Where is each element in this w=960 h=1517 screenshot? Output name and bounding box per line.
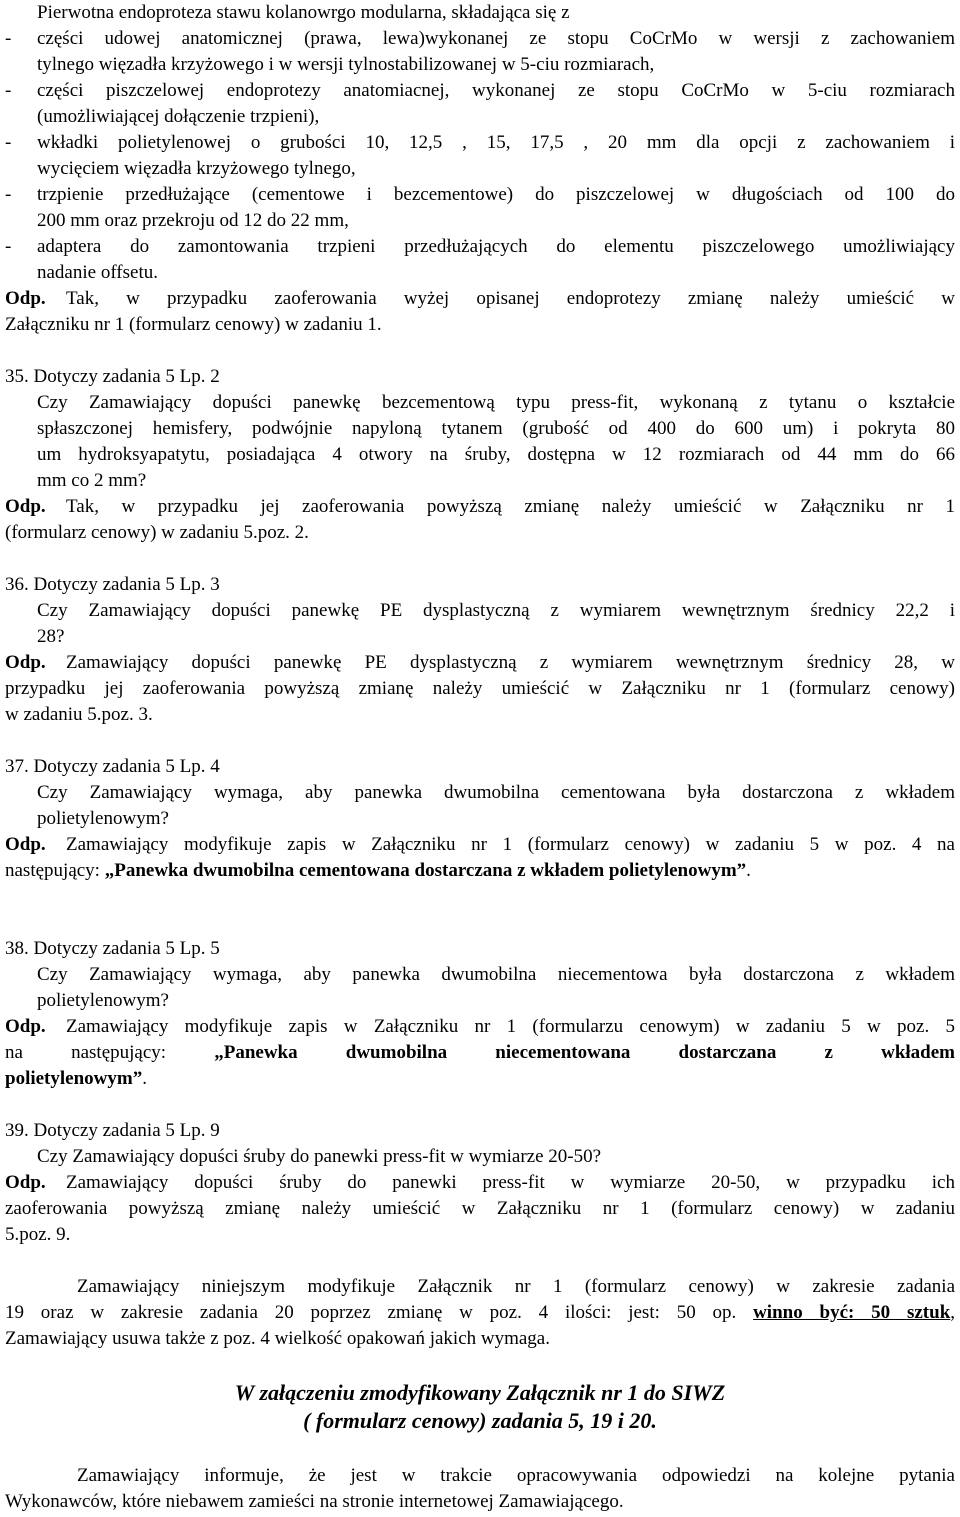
- question-38-text-line-1: Czy Zamawiający wymaga, aby panewka dwumobilna niecementowa była dostarczona z wkładem: [37, 964, 955, 985]
- question-39-answer-line-1: Zamawiający dopuści śruby do panewki press-fit w wymiarze 20-50, w przypadku ich: [66, 1172, 955, 1193]
- attachment-title-line-1: W załączeniu zmodyfikowany Załącznik nr 1 do SIWZ: [234, 1380, 726, 1405]
- intro-item-1-line-1: części udowej anatomicznej (prawa, lewa)wykonanej ze stopu CoCrMo w wersji z zachowaniem: [37, 28, 955, 49]
- bullet-dash: -: [5, 236, 12, 257]
- question-36-text-line-1: Czy Zamawiający dopuści panewkę PE dysplastyczną z wymiarem wewnętrznym średnicy 22,2 i: [37, 600, 955, 621]
- closing-line-1: Zamawiający informuje, że jest w trakcie opracowywania odpowiedzi na kolejne pytania: [77, 1465, 955, 1486]
- question-36-heading: 36. Dotyczy zadania 5 Lp. 3: [5, 574, 220, 595]
- intro-item-2-line-1: części piszczelowej endoprotezy anatomiacnej, wykonanej ze stopu CoCrMo w 5-ciu rozmiarach: [37, 80, 955, 101]
- question-39-answer-line-3: 5.poz. 9.: [5, 1224, 71, 1245]
- bullet-dash: -: [5, 132, 12, 153]
- answer-label: Odp.: [5, 1016, 46, 1037]
- question-36-answer-line-1: Zamawiający dopuści panewkę PE dysplastyczną z wymiarem wewnętrznym średnicy 28, w: [66, 652, 955, 673]
- question-35-text-line-1: Czy Zamawiający dopuści panewkę bezcementową typu press-fit, wykonaną z tytanu o kształcie: [37, 392, 955, 413]
- question-35-answer-line-1: Tak, w przypadku jej zaoferowania powyższą zmianę należy umieścić w Załączniku nr 1: [66, 496, 955, 517]
- question-36-answer-line-2: przypadku jej zaoferowania powyższą zmianę należy umieścić w Załączniku nr 1 (formularz cenowy): [5, 678, 955, 699]
- answer-label: Odp.: [5, 652, 46, 673]
- intro-answer-line-2: Załączniku nr 1 (formularz cenowy) w zadaniu 1.: [5, 314, 382, 335]
- closing-line-2: Wykonawców, które niebawem zamieści na stronie internetowej Zamawiającego.: [5, 1491, 624, 1512]
- answer-label: Odp.: [5, 1172, 46, 1193]
- modification-line-2: [5, 1300, 955, 1326]
- modification-suffix: ,: [950, 1302, 956, 1323]
- attachment-title-line-2: ( formularz cenowy) zadania 5, 19 i 20.: [303, 1408, 657, 1433]
- answer-label: Odp.: [5, 496, 46, 517]
- intro-answer-line-1: Tak, w przypadku zaoferowania wyżej opisanej endoprotezy zmianę należy umieścić w: [66, 288, 955, 309]
- question-37-text-line-2: polietylenowym?: [37, 808, 169, 829]
- modified-item-text: „Panewka dwumobilna cementowana dostarczana z wkładem polietylenowym”: [104, 860, 747, 881]
- intro-item-5-line-1: adaptera do zamontowania trzpieni przedłużających do elementu piszczelowego umożliwiający: [37, 236, 955, 257]
- answer-prefix: następujący:: [5, 860, 105, 881]
- answer-label: Odp.: [5, 834, 46, 855]
- modified-item-text: „Panewka dwumobilna niecementowana dostarczana z wkładem: [214, 1042, 955, 1063]
- question-35-answer-line-2: (formularz cenowy) w zadaniu 5.poz. 2.: [5, 522, 309, 543]
- question-35-text-line-3: um hydroksyapatytu, posiadająca 4 otwory na śruby, dostępna w 12 rozmiarach od 44 mm do 66: [37, 444, 955, 465]
- answer-suffix: .: [746, 860, 751, 881]
- question-38-answer-line-1: Zamawiający modyfikuje zapis w Załączniku nr 1 (formularzu cenowym) w zadaniu 5 w poz. 5: [66, 1016, 955, 1037]
- modification-text: 19 oraz w zakresie zadania 20 poprzez zmianę w poz. 4 ilości: jest: 50 op.: [5, 1302, 754, 1323]
- intro-item-3-line-1: wkładki polietylenowej o grubości 10, 12,5 , 15, 17,5 , 20 mm dla opcji z zachowaniem i: [37, 132, 955, 153]
- answer-label: Odp.: [5, 288, 46, 309]
- question-39-answer-line-2: zaoferowania powyższą zmianę należy umieścić w Załączniku nr 1 (formularz cenowy) w zadaniu: [5, 1198, 955, 1219]
- question-38-answer-line-2: [5, 1040, 955, 1066]
- question-37-answer-line-1: Zamawiający modyfikuje zapis w Załączniku nr 1 (formularz cenowy) w zadaniu 5 w poz. 4 na: [66, 834, 955, 855]
- answer-prefix: na następujący:: [5, 1042, 215, 1063]
- question-37-heading: 37. Dotyczy zadania 5 Lp. 4: [5, 756, 220, 777]
- intro-item-4-line-2: 200 mm oraz przekroju od 12 do 22 mm,: [37, 210, 349, 231]
- intro-item-3-line-2: wycięciem więzadła krzyżowego tylnego,: [37, 158, 356, 179]
- modification-emphasis: winno być: 50 sztuk: [753, 1302, 951, 1323]
- intro-item-5-line-2: nadanie offsetu.: [37, 262, 158, 283]
- question-39-heading: 39. Dotyczy zadania 5 Lp. 9: [5, 1120, 220, 1141]
- question-37-answer-line-2: [5, 858, 751, 884]
- intro-item-2-line-2: (umożliwiającej dołączenie trzpieni),: [37, 106, 320, 127]
- question-39-text-line-1: Czy Zamawiający dopuści śruby do panewki press-fit w wymiarze 20-50?: [37, 1146, 602, 1167]
- question-36-answer-line-3: w zadaniu 5.poz. 3.: [5, 704, 153, 725]
- question-35-heading: 35. Dotyczy zadania 5 Lp. 2: [5, 366, 220, 387]
- question-38-heading: 38. Dotyczy zadania 5 Lp. 5: [5, 938, 220, 959]
- question-35-text-line-4: mm co 2 mm?: [37, 470, 147, 491]
- bullet-dash: -: [5, 80, 12, 101]
- bullet-dash: -: [5, 184, 12, 205]
- question-38-answer-line-3: [5, 1066, 147, 1092]
- modified-item-text-end: polietylenowym”: [5, 1068, 143, 1089]
- question-38-text-line-2: polietylenowym?: [37, 990, 169, 1011]
- intro-item-4-line-1: trzpienie przedłużające (cementowe i bezcementowe) do piszczelowej w długościach od 100 do: [37, 184, 955, 205]
- answer-suffix: .: [142, 1068, 147, 1089]
- modification-line-3: Zamawiający usuwa także z poz. 4 wielkość opakowań jakich wymaga.: [5, 1328, 550, 1349]
- bullet-dash: -: [5, 28, 12, 49]
- modification-line-1: Zamawiający niniejszym modyfikuje Załącznik nr 1 (formularz cenowy) w zakresie zadania: [77, 1276, 955, 1297]
- question-36-text-line-2: 28?: [37, 626, 65, 647]
- question-37-text-line-1: Czy Zamawiający wymaga, aby panewka dwumobilna cementowana była dostarczona z wkładem: [37, 782, 955, 803]
- intro-heading: Pierwotna endoproteza stawu kolanowrgo modularna, składająca się z: [37, 2, 570, 23]
- question-35-text-line-2: spłaszczonej hemisfery, podwójnie napyloną tytanem (grubość od 400 do 600 um) i pokryta 80: [37, 418, 955, 439]
- intro-item-1-line-2: tylnego więzadła krzyżowego i w wersji tylnostabilizowanej w 5-ciu rozmiarach,: [37, 54, 655, 75]
